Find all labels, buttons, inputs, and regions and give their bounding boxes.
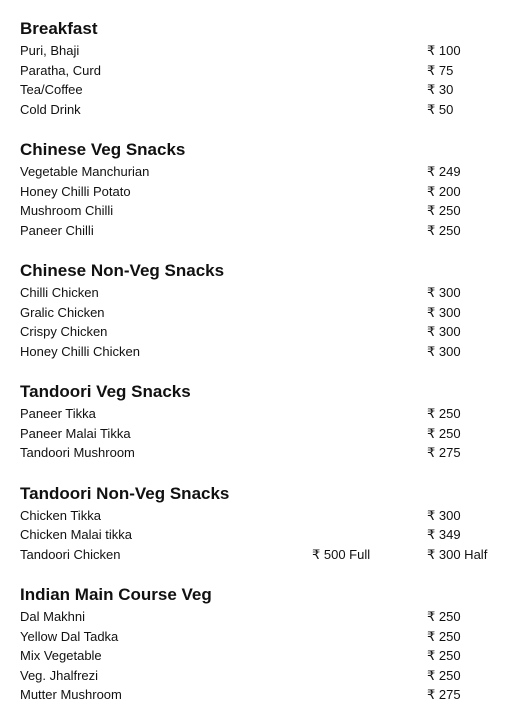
- menu-item: [20, 506, 500, 526]
- item-price: ₹ 50: [427, 101, 454, 117]
- item-name: Veg. Jhalfrezi: [20, 667, 99, 683]
- item-price: ₹ 349: [427, 527, 461, 542]
- menu-item: [20, 443, 500, 463]
- item-name: Paneer Tikka: [20, 406, 96, 421]
- item-price: ₹ 250: [427, 648, 461, 663]
- menu-item: [20, 627, 500, 647]
- menu-item: [20, 41, 500, 61]
- item-name: Chicken Malai tikka: [20, 527, 132, 542]
- item-price: ₹ 249: [427, 164, 461, 179]
- section-breakfast: [20, 18, 500, 119]
- item-name: Paratha, Curd: [20, 62, 101, 78]
- section-indian-main-course-veg: [20, 584, 500, 705]
- item-name: Yellow Dal Tadka: [20, 628, 119, 644]
- menu-item: [20, 201, 500, 221]
- item-price-half: ₹ 300 Half: [427, 546, 488, 562]
- section-title: Indian Main Course Veg: [20, 585, 212, 604]
- item-price: ₹ 250: [427, 203, 461, 218]
- menu-item: [20, 607, 500, 627]
- menu-item: [20, 342, 500, 362]
- menu-item: [20, 100, 500, 120]
- item-name: Chicken Tikka: [20, 507, 101, 523]
- menu-item: [20, 545, 500, 565]
- item-price: ₹ 250: [427, 425, 461, 441]
- item-name: Honey Chilli Potato: [20, 183, 131, 199]
- item-price: ₹ 250: [427, 222, 461, 238]
- section-tandoori-non-veg-snacks: [20, 483, 500, 565]
- item-name: Mix Vegetable: [20, 648, 102, 663]
- item-name: Paneer Chilli: [20, 222, 94, 238]
- item-price: ₹ 275: [427, 687, 461, 702]
- item-name: Crispy Chicken: [20, 324, 108, 339]
- menu-item: [20, 182, 500, 202]
- section-tandoori-veg-snacks: [20, 381, 500, 463]
- section-chinese-non-veg-snacks: [20, 260, 500, 361]
- menu-item: [20, 162, 500, 182]
- menu-item: [20, 322, 500, 342]
- item-price: ₹ 250: [427, 667, 461, 683]
- menu-item: [20, 221, 500, 241]
- menu-item: [20, 283, 500, 303]
- item-price: ₹ 300: [427, 343, 461, 359]
- menu-item: [20, 61, 500, 81]
- item-price: ₹ 300: [427, 324, 461, 339]
- item-price: ₹ 250: [427, 406, 461, 421]
- item-price: ₹ 200: [427, 183, 461, 199]
- section-title: Tandoori Non-Veg Snacks: [20, 483, 230, 503]
- item-name: Tandoori Chicken: [20, 546, 121, 562]
- item-price: ₹ 275: [427, 445, 461, 460]
- menu-item: [20, 80, 500, 100]
- item-name: Paneer Malai Tikka: [20, 425, 131, 441]
- item-price: ₹ 100: [427, 43, 461, 58]
- item-name: Gralic Chicken: [20, 304, 105, 320]
- item-name: Tea/Coffee: [20, 82, 83, 97]
- menu-item: [20, 646, 500, 666]
- item-name: Cold Drink: [20, 101, 81, 117]
- menu-item: [20, 424, 500, 444]
- section-title: Breakfast: [20, 19, 98, 38]
- item-name: Honey Chilli Chicken: [20, 343, 140, 359]
- item-name: Chilli Chicken: [20, 285, 99, 300]
- item-name: Mushroom Chilli: [20, 203, 114, 218]
- menu-item: [20, 666, 500, 686]
- menu: [20, 18, 500, 725]
- section-title: Chinese Non-Veg Snacks: [20, 261, 225, 280]
- item-name: Tandoori Mushroom: [20, 445, 135, 460]
- item-price: ₹ 75: [427, 62, 454, 78]
- menu-item: [20, 404, 500, 424]
- item-price: ₹ 30: [427, 82, 454, 97]
- item-name: Vegetable Manchurian: [20, 164, 150, 179]
- item-price: ₹ 300: [427, 285, 461, 300]
- menu-item: [20, 685, 500, 705]
- item-price-full: ₹ 500 Full: [312, 546, 371, 562]
- section-title: Chinese Veg Snacks: [20, 140, 186, 159]
- item-price: ₹ 300: [427, 304, 461, 320]
- section-chinese-veg-snacks: [20, 139, 500, 240]
- item-price: ₹ 250: [427, 609, 461, 624]
- menu-item: [20, 525, 500, 545]
- menu-item: [20, 303, 500, 323]
- section-title: Tandoori Veg Snacks: [20, 382, 191, 401]
- item-name: Dal Makhni: [20, 609, 86, 624]
- item-price: ₹ 300: [427, 507, 461, 523]
- item-name: Mutter Mushroom: [20, 687, 122, 702]
- item-name: Puri, Bhaji: [20, 43, 80, 58]
- item-price: ₹ 250: [427, 628, 461, 644]
